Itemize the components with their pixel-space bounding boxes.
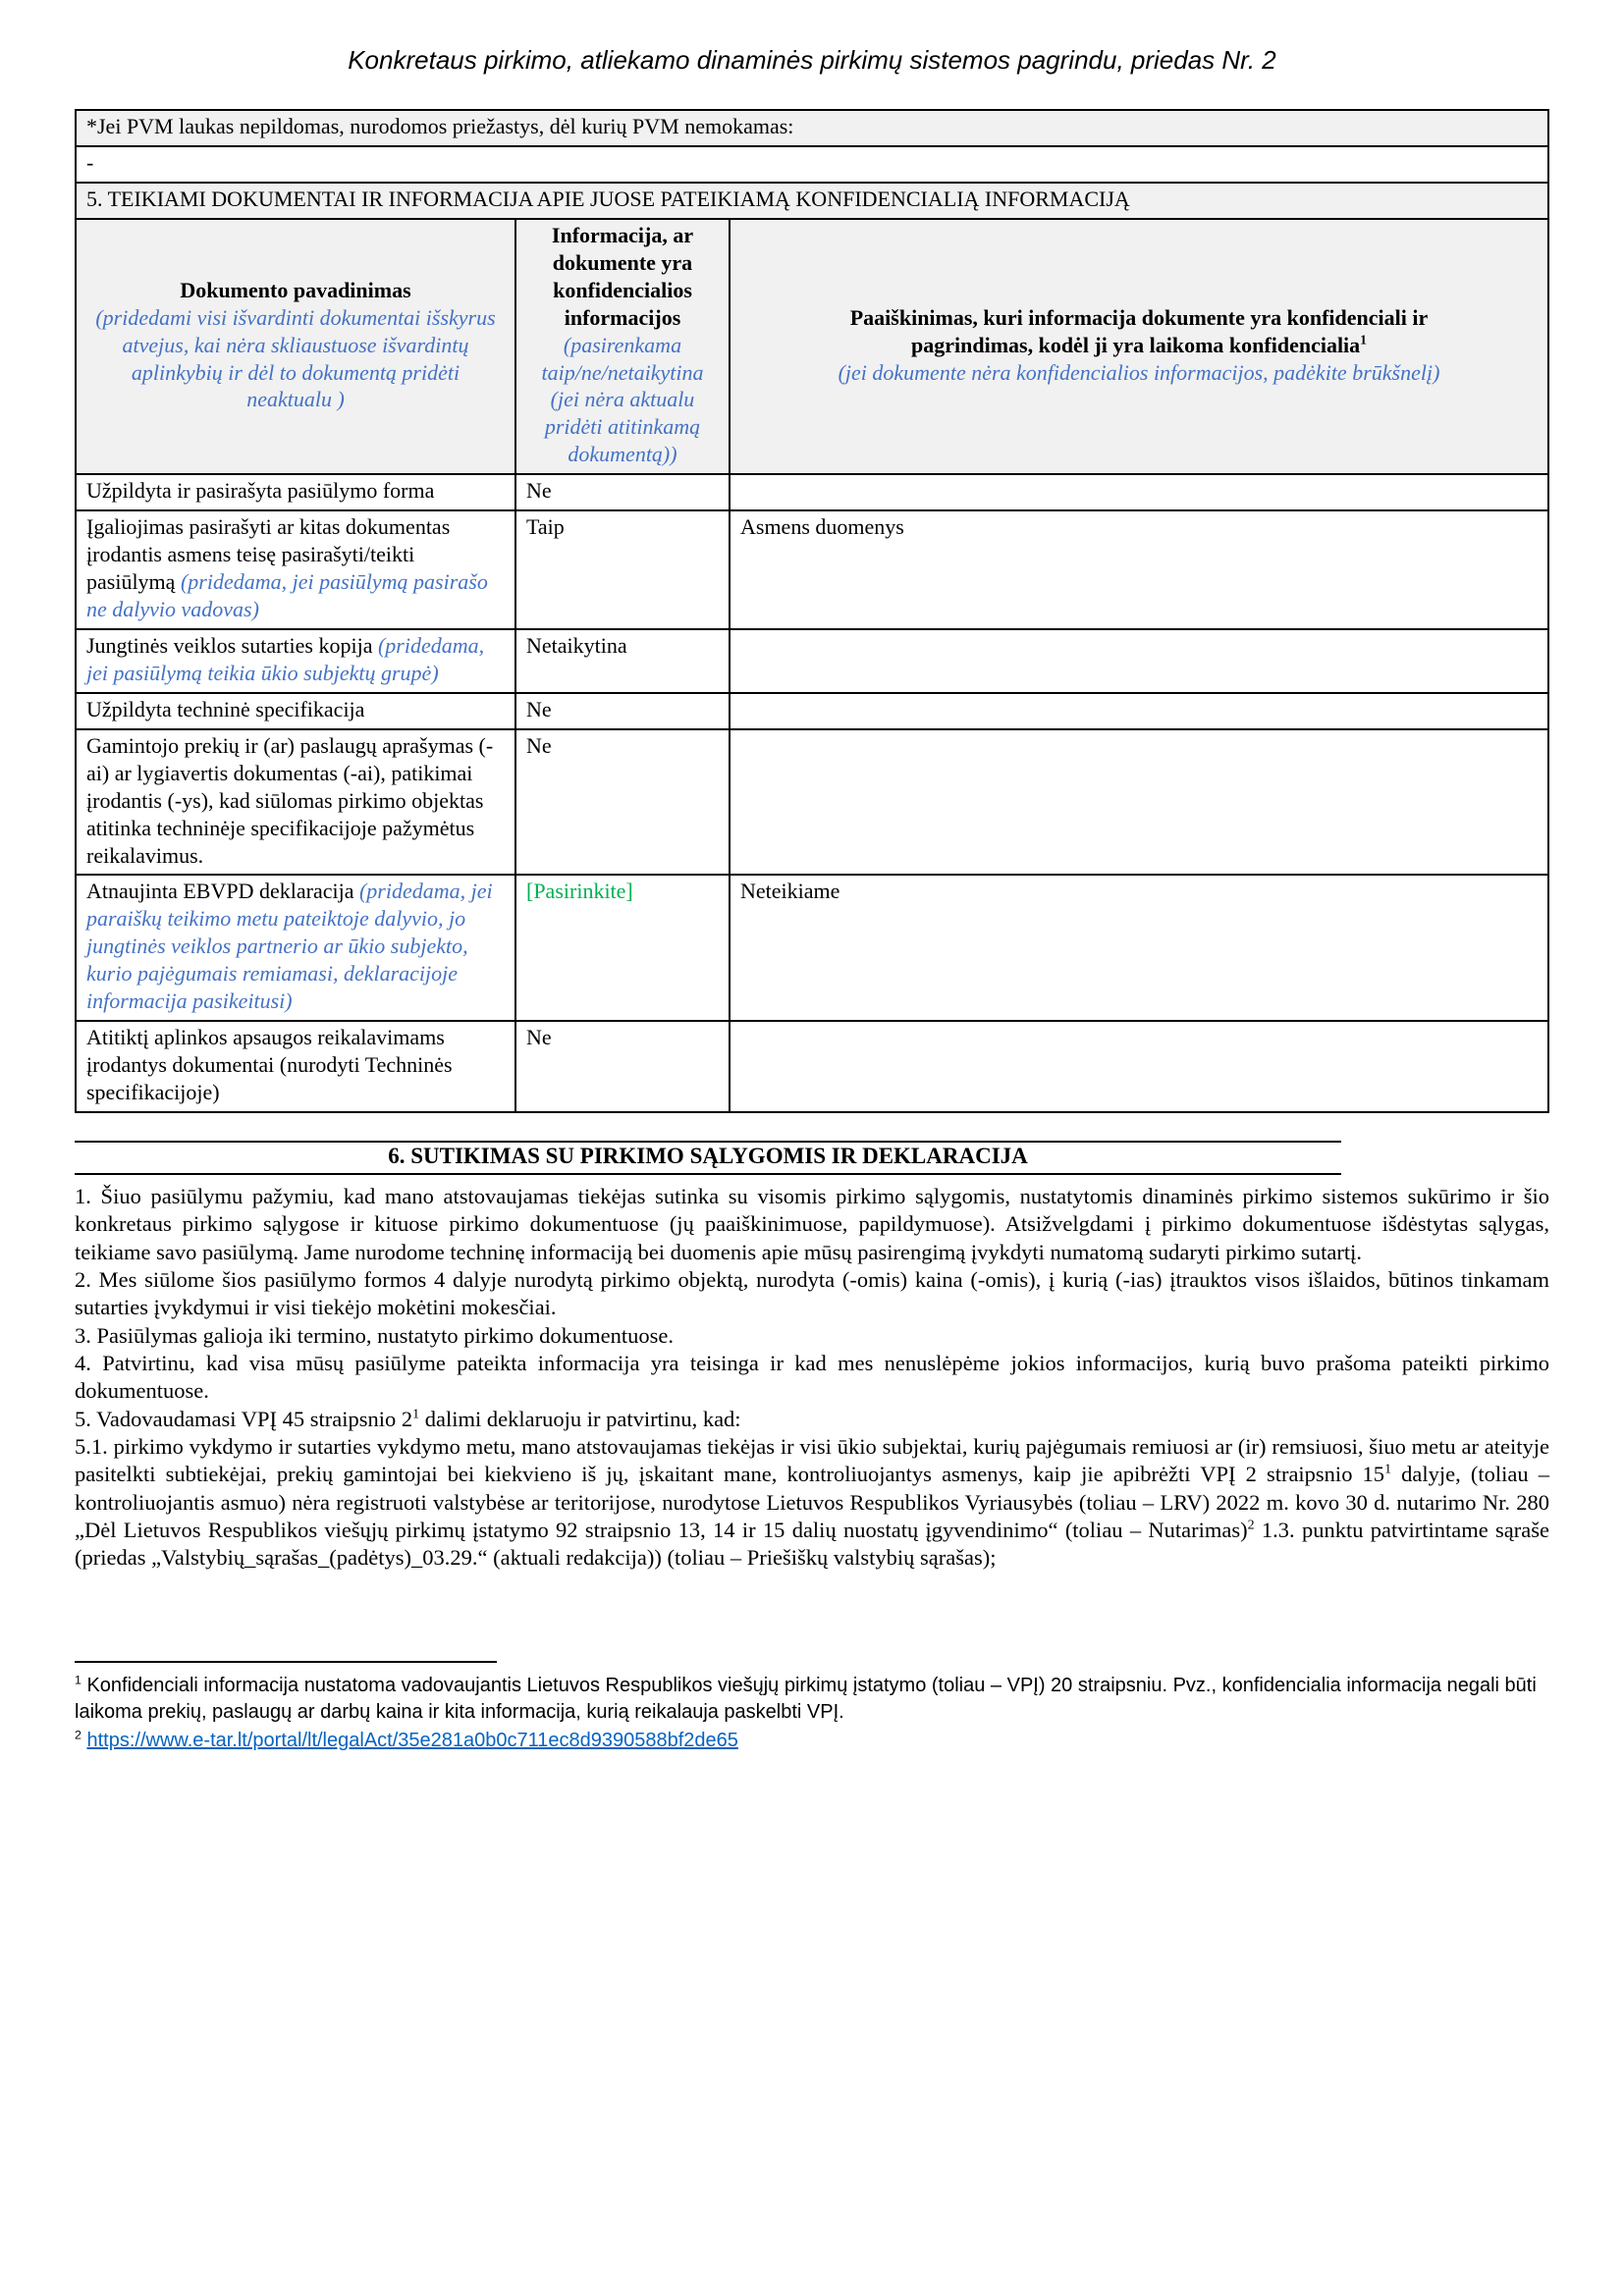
column-note: (jei dokumente nėra konfidencialios informacijos, padėkite brūkšnelį) — [838, 359, 1440, 385]
explanation-cell: Asmens duomenys — [730, 510, 1548, 629]
explanation-cell: Neteikiame — [730, 875, 1548, 1021]
document-row — [76, 510, 1548, 629]
agreement-paragraphs — [75, 1183, 1549, 1573]
explanation-cell — [730, 1021, 1548, 1112]
status-value: Netaikytina — [515, 629, 730, 693]
document-row — [76, 729, 1548, 876]
text-run: 2. Mes siūlome šios pasiūlymo formos 4 dalyje nurodytą pirkimo objektą, nurodyta (-omis) kaina (-omis), į kurią (-ias) įtrauktos visos išlaidos, būtinos tinkamam sutarties įvykdymui ir visi tiekėjo mokėtini mokesčiai. — [75, 1266, 1549, 1320]
document-row — [76, 1021, 1548, 1112]
document-name-text: Užpildyta techninė specifikacija — [86, 696, 365, 721]
document-name-cell — [76, 474, 515, 510]
text-run: 4. Patvirtinu, kad visa mūsų pasiūlyme pateikta informacija yra teisinga ir kad mes nenuslėpėme jokios informacijos, kurią buvo prašoma pateikti pirkimo dokumentuose. — [75, 1351, 1549, 1404]
footnote — [75, 1673, 1549, 1726]
document-row — [76, 474, 1548, 510]
body-paragraph — [75, 1406, 1549, 1433]
text-run: 3. Pasiūlymas galioja iki termino, nustatyto pirkimo dokumentuose. — [75, 1322, 674, 1348]
documents-section-header-row — [76, 183, 1548, 219]
column-title: Informacija, ar dokumente yra konfidencialios informacijos — [551, 222, 694, 330]
pvm-value-row — [76, 146, 1548, 183]
document-name-cell — [76, 1021, 515, 1112]
document-name-text: Jungtinės veiklos sutarties kopija — [86, 632, 373, 658]
column-title — [835, 304, 1443, 359]
footnote-marker: 1 — [75, 1673, 81, 1687]
text-run: dalyje, (toliau – kontroliuojantis asmuo) nėra registruoti valstybėse ar teritorijose, nurodytose Lietuvos Respublikos Vyriausybės (toliau – LRV) 2022 m. kovo 30 d. nutarimo Nr. 280 „Dėl Lietuvos Respublikos viešųjų pirkimų įstatymo 92 straipsnio 13, 14 ir 15 dalių nuostatų įgyvendinimo“ (toliau – Nutarimas) — [75, 1462, 1549, 1543]
document-name-note: (pridedama, jei paraiškų teikimo metu pateiktoje dalyvio, jo jungtinės veiklos partnerio ar ūkio subjekto, kurio pajėgumais remiamasi, deklaracijoje informacija pasikeitusi) — [86, 879, 493, 1014]
status-select-placeholder[interactable]: [Pasirinkite] — [515, 875, 730, 1021]
document-name-text: Įgaliojimas pasirašyti ar kitas dokumentas įrodantis asmens teisę pasirašyti/teikti pasiūlymą — [86, 514, 451, 595]
document-name-note: (pridedama, jei pasiūlymą pasirašo ne dalyvio vadovas) — [86, 569, 488, 621]
footnote-separator — [75, 1661, 497, 1663]
document-row — [76, 693, 1548, 729]
document-name-cell — [76, 629, 515, 693]
body-paragraph — [75, 1350, 1549, 1406]
documents-section-title: 5. TEIKIAMI DOKUMENTAI IR INFORMACIJA APIE JUOSE PATEIKIAMĄ KONFIDENCIALIĄ INFORMACIJĄ — [76, 183, 1548, 219]
status-value: Ne — [515, 729, 730, 876]
document-name-text: Užpildyta ir pasirašyta pasiūlymo forma — [86, 478, 435, 504]
body-paragraph — [75, 1183, 1549, 1266]
explanation-cell — [730, 729, 1548, 876]
column-title-text: Paaiškinimas, kuri informacija dokumente yra konfidenciali ir pagrindimas, kodėl ji yra laikoma konfidencialia — [849, 304, 1429, 357]
document-row — [76, 875, 1548, 1021]
document-name-text: Gamintojo prekių ir (ar) paslaugų aprašymas (-ai) ar lygiavertis dokumentas (-ai), patikimai įrodantis (-ys), kad siūlomas pirkimo objektas atitinka techninėje specifikacijoje pažymėtus reikalavimus. — [86, 732, 494, 868]
text-run: 5. Vadovaudamasi VPĮ 45 straipsnio 2 — [75, 1406, 413, 1431]
document-name-text: Atitiktį aplinkos apsaugos reikalavimams įrodantys dokumentai (nurodyti Techninės specifikacijoje) — [86, 1025, 453, 1104]
pvm-note-row — [76, 110, 1548, 146]
text-run: dalimi deklaruoju ir patvirtinu, kad: — [419, 1406, 741, 1431]
pvm-value-cell: - — [76, 146, 1548, 183]
body-paragraph — [75, 1322, 1549, 1350]
explanation-cell — [730, 693, 1548, 729]
document-row — [76, 629, 1548, 693]
footnote-marker: 2 — [75, 1728, 81, 1742]
document-name-cell — [76, 875, 515, 1021]
document-header-title: Konkretaus pirkimo, atliekamo dinaminės pirkimų sistemos pagrindu, priedas Nr. 2 — [348, 45, 1276, 75]
status-value: Taip — [515, 510, 730, 629]
column-note: (pridedami visi išvardinti dokumentai išskyrus atvejus, kai nėra skliaustuose išvardintų aplinkybių ir dėl to dokumentą pridėti neaktualu ) — [95, 304, 496, 412]
document-name-cell — [76, 729, 515, 876]
document-name-cell — [76, 693, 515, 729]
pvm-note-cell: *Jei PVM laukas nepildomas, nurodomos priežastys, dėl kurių PVM nemokamas: — [76, 110, 1548, 146]
status-value: Ne — [515, 1021, 730, 1112]
superscript: 1 — [412, 1407, 420, 1422]
explanation-cell — [730, 629, 1548, 693]
document-name-column-header — [76, 219, 515, 474]
status-value: Ne — [515, 693, 730, 729]
superscript: 2 — [1247, 1518, 1255, 1533]
footnote-text: Konfidenciali informacija nustatoma vadovaujantis Lietuvos Respublikos viešųjų pirkimų įstatymo (toliau – VPĮ) 20 straipsniu. Pvz., konfidencialia informacija negali būti laikoma prekių, paslaugų ar darbų kaina ir kita informacija, kurią reikalauja paskelbti VPĮ. — [75, 1674, 1537, 1723]
document-name-text: Atnaujinta EBVPD deklaracija — [86, 879, 354, 904]
footnote — [75, 1728, 1549, 1754]
explanation-cell — [730, 474, 1548, 510]
column-note: (pasirenkama taip/ne/netaikytina (jei nėra aktualu pridėti atitinkamą dokumentą)) — [541, 332, 704, 467]
column-title: Dokumento pavadinimas — [180, 277, 411, 302]
agreement-section-title: 6. SUTIKIMAS SU PIRKIMO SĄLYGOMIS IR DEKLARACIJA — [75, 1141, 1341, 1175]
text-run: 1. Šiuo pasiūlymu pažymiu, kad mano atstovaujamas tiekėjas sutinka su visomis pirkimo sąlygomis, nustatytomis dinaminės pirkimo sistemos sukūrimo ir šio konkretaus pirkimo sąlygose ir kituose pirkimo dokumentuose (jų paaiškinimuose, papildymuose). Atsižvelgdami į pirkimo dokumentuose išdėstytas sąlygas, teikiame savo pasiūlymą. Jame nurodome techninę informaciją bei duomenis apie mūsų pasirengimą įvykdyti numatomą sudaryti pirkimo sutartį. — [75, 1183, 1549, 1264]
status-value: Ne — [515, 474, 730, 510]
footnote-link[interactable]: https://www.e-tar.lt/portal/lt/legalAct/35e281a0b0c711ec8d9390588bf2de65 — [86, 1729, 738, 1751]
document-name-note: (pridedama, jei pasiūlymą teikia ūkio subjektų grupė) — [86, 632, 485, 685]
document-name-cell — [76, 510, 515, 629]
footnotes — [75, 1661, 1549, 1754]
text-run: 5.1. pirkimo vykdymo ir sutarties vykdymo metu, mano atstovaujamas tiekėjas ir visi ūkio subjektai, kurių pajėgumais remiuosi ar (ir) remsiuosi, šiuo metu ar ateityje pasitelkti subtiekėjai, prekių gamintojai bei kiekvieno iš jų, įskaitant mane, kontroliuojantys asmenys, kaip jie apibrėžti VPĮ 2 straipsnio 15 — [75, 1434, 1549, 1487]
text-run: 1.3. punktu patvirtintame sąraše (priedas „Valstybių_sąrašas_(padėtys)_03.29.“ (aktuali redakcija)) (toliau – Priešiškų valstybių sąrašas); — [75, 1518, 1549, 1571]
body-paragraph — [75, 1433, 1549, 1573]
body-paragraph — [75, 1266, 1549, 1322]
superscript: 1 — [1384, 1462, 1392, 1477]
documents-table-header-row — [76, 219, 1548, 474]
documents-table — [75, 109, 1549, 1113]
confidential-info-column-header — [515, 219, 730, 474]
explanation-column-header — [730, 219, 1548, 474]
footnote-marker: 1 — [1360, 332, 1367, 347]
